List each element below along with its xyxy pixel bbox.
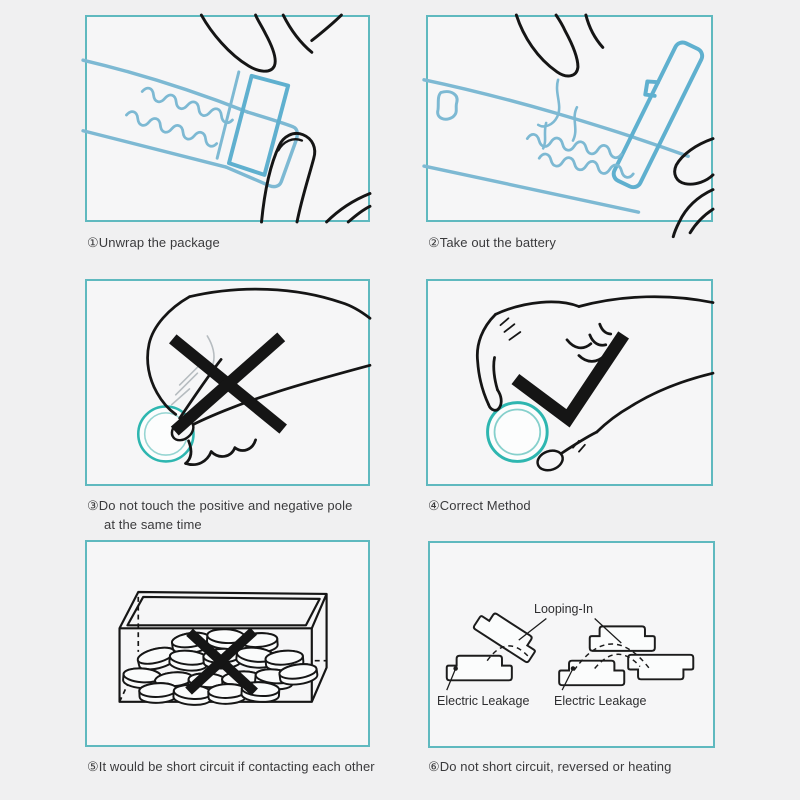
battery-pocket xyxy=(229,76,288,175)
panel-3-wrong-hold xyxy=(85,279,370,486)
box-illustration xyxy=(87,542,368,745)
blister-strip xyxy=(424,36,705,213)
caption-4: ④Correct Method xyxy=(428,498,531,513)
panel-4-correct-hold xyxy=(426,279,713,486)
caption-3-line1: ③Do not touch the positive and negative pole xyxy=(87,498,353,513)
leakage-dot-right xyxy=(571,666,576,671)
looping-in-label: Looping-In xyxy=(534,602,594,616)
caption-2: ②Take out the battery xyxy=(428,235,556,250)
electric-leakage-label-left: Electric Leakage xyxy=(437,694,530,708)
stacking-illustration xyxy=(430,543,713,746)
take-out-illustration xyxy=(428,17,711,220)
blister-strip xyxy=(83,60,297,186)
correct-hold-illustration xyxy=(428,281,711,484)
caption-1: ①Unwrap the package xyxy=(87,235,220,250)
wrong-hold-illustration xyxy=(87,281,368,484)
caption-6: ⑥Do not short circuit, reversed or heating xyxy=(428,759,672,774)
panel-2-take-out xyxy=(426,15,713,222)
caption-3 xyxy=(87,496,352,534)
panel-6-stacking-warnings xyxy=(428,541,715,748)
prohibited-x-icon xyxy=(173,337,283,431)
hand-drawing xyxy=(148,289,370,465)
panel-5-box-short-circuit xyxy=(85,540,370,747)
panel-1-unwrap xyxy=(85,15,370,222)
unwrap-illustration xyxy=(87,17,368,220)
electric-leakage-label-right: Electric Leakage xyxy=(554,694,647,708)
leakage-dot-left xyxy=(453,666,458,671)
tear-squiggles xyxy=(526,134,634,179)
tear-squiggles xyxy=(125,87,234,148)
caption-5: ⑤It would be short circuit if contacting each other xyxy=(87,759,375,774)
caption-3-line2: at the same time xyxy=(104,517,202,532)
hang-hole xyxy=(438,92,457,120)
